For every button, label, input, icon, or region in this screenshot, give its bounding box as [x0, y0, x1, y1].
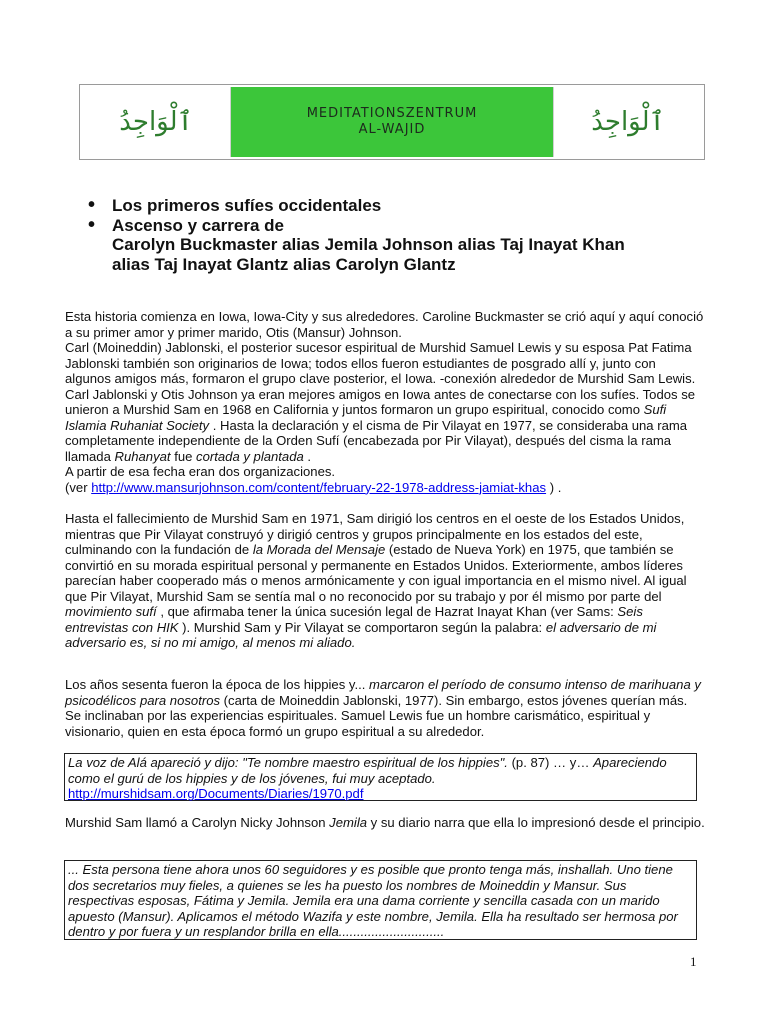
calligraphy-logo-icon [110, 94, 202, 150]
paragraph-3 [65, 677, 705, 739]
heading-bullets [88, 196, 708, 274]
murshidsam-diary-link[interactable]: http://murshidsam.org/Documents/Diaries/1970.pdf [68, 786, 364, 801]
banner-subtitle: AL-WAJID [358, 122, 426, 137]
mansurjohnson-link[interactable]: http://www.mansurjohnson.com/content/february-22-1978-address-jamiat-khas [91, 479, 547, 495]
quote-box-1: La voz de Alá apareció y dijo: "Te nombre maestro espiritual de los hippies". (p. 87) … y… Apareciendo como el gurú de los hippies y de los jóvenes, fui muy aceptado. http://murshidsam.org/Documents/Diaries/1970.pdf [64, 753, 697, 801]
paragraph-text: Hasta el fallecimiento de Murshid Sam en 1971, Sam dirigió los centros en el oeste de los Estados Unidos, mientras que Pir Vilayat construyó y dirigió centros y grupos principalmente en los estados del este, culminando con la fundación de la Morada del Mensaje (estado de Nueva York) en 1975, que también se convirtió en su morada espiritual personal y permanente en Estados Unidos. Exteriormente, ambos líderes parecían haber cooperado más o menos armónicamente y con igual importancia en el mismo nivel. Al igual que Pir Vilayat, Murshid Sam se sentía mal o no reconocido por su trabajo y por él mismo por parte del movimiento sufí , que afirmaba tener la única sucesión legal de Hazrat Inayat Khan (ver Sams: Seis entrevistas con HIK ). Murshid Sam y Pir Vilayat se comportaron según la palabra: el adversario de mi adversario es, si no mi amigo, al menos mi aliado. [65, 511, 687, 650]
heading-line: alias Taj Inayat Glantz alias Carolyn Glantz [112, 254, 456, 274]
heading-text-2 [112, 216, 708, 275]
paragraph-text: Esta historia comienza en Iowa, Iowa-City y sus alrededores. Caroline Buckmaster se crió aquí y aquí conoció a su primer amor y primer marido, Otis (Mansur) Johnson. [65, 309, 704, 340]
calligraphy-logo-icon [582, 94, 674, 150]
heading-bullet-1 [88, 196, 708, 216]
banner-logo-left [82, 87, 230, 157]
paragraph-text: Carl (Moineddin) Jablonski, el posterior sucesor espiritual de Murshid Samuel Lewis y su esposa Pat Fatima Jablonski también son originarios de Iowa; todos ellos fueron estudiantes de posgrado allí y, junto con algunos amigos más, formaron el grupo clave posterior, el Iowa. -conexión alrededor de Murshid Sam Lewis. Carl Jablonski y Otis Johnson ya eran mejores amigos en Iowa antes de conectarse con los sufíes. Todos se unieron a Murshid Sam en 1968 en California y juntos formaron un grupo espiritual, conocido como Sufi Islamia Ruhaniat Society . Hasta la declaración y el cisma de Pir Vilayat en 1977, se consideraba una rama completamente independiente de la Orden Sufí (encabezada por Pir Vilayat), después del cisma la rama llamada Ruhanyat fue cortada y plantada . [65, 340, 696, 464]
paragraph-text: Murshid Sam llamó a Carolyn Nicky Johnson Jemila y su diario narra que ella lo impresionó desde el principio. [65, 815, 705, 830]
paragraph-4 [65, 815, 705, 831]
paragraph-text: A partir de esa fecha eran dos organizaciones. [65, 464, 336, 479]
paragraph-text: (ver http://www.mansurjohnson.com/content/february-22-1978-address-jamiat-khas ) . [65, 479, 562, 495]
paragraph-2 [65, 511, 705, 651]
paragraph-text: Los años sesenta fueron la época de los hippies y... marcaron el período de consumo intenso de marihuana y psicodélicos para nosotros (carta de Moineddin Jablonski, 1977). Sin embargo, estos jóvenes querían más. Se inclinaban por las experiencias espirituales. Samuel Lewis fue un hombre carismático, espiritual y visionario, quien en esta época formó un grupo espiritual a su alrededor. [65, 677, 701, 739]
bullet-icon: • [88, 213, 96, 236]
calligraphy-text-left: ٱلْوَاجِدُ [119, 107, 193, 137]
banner-logo-right [554, 87, 702, 157]
quote-text: ... Esta persona tiene ahora unos 60 seguidores y es posible que pronto tenga más, inshallah. Uno tiene dos secretarios muy fieles, a quienes se les ha puesto los nombres de Moineddin y Mansur. Sus respectivas esposas, Fátima y Jemila. Jemila era una dama corriente y sencilla casada con un marido apuesto (Mansur). Aplicamos el método Wazifa y este nombre, Jemila. Ella ha resultado ser hermosa por dentro y por fuera y un resplandor brilla en ella............................. [68, 862, 678, 939]
quote-box-2 [64, 860, 697, 940]
paragraph-1 [65, 309, 705, 495]
heading-text-1: Los primeros sufíes occidentales [112, 196, 382, 215]
heading-line: Carolyn Buckmaster alias Jemila Johnson alias Taj Inayat Khan [112, 235, 625, 254]
heading-line: Ascenso y carrera de [112, 215, 284, 235]
heading-bullet-2 [88, 213, 708, 275]
page-number: 1 [690, 954, 697, 969]
calligraphy-text-right: ٱلْوَاجِدُ [591, 107, 665, 137]
banner-title-block [230, 87, 554, 157]
bullet-icon: • [88, 194, 96, 216]
header-banner [79, 84, 705, 160]
banner-title: MEDITATIONSZENTRUM [306, 106, 478, 121]
